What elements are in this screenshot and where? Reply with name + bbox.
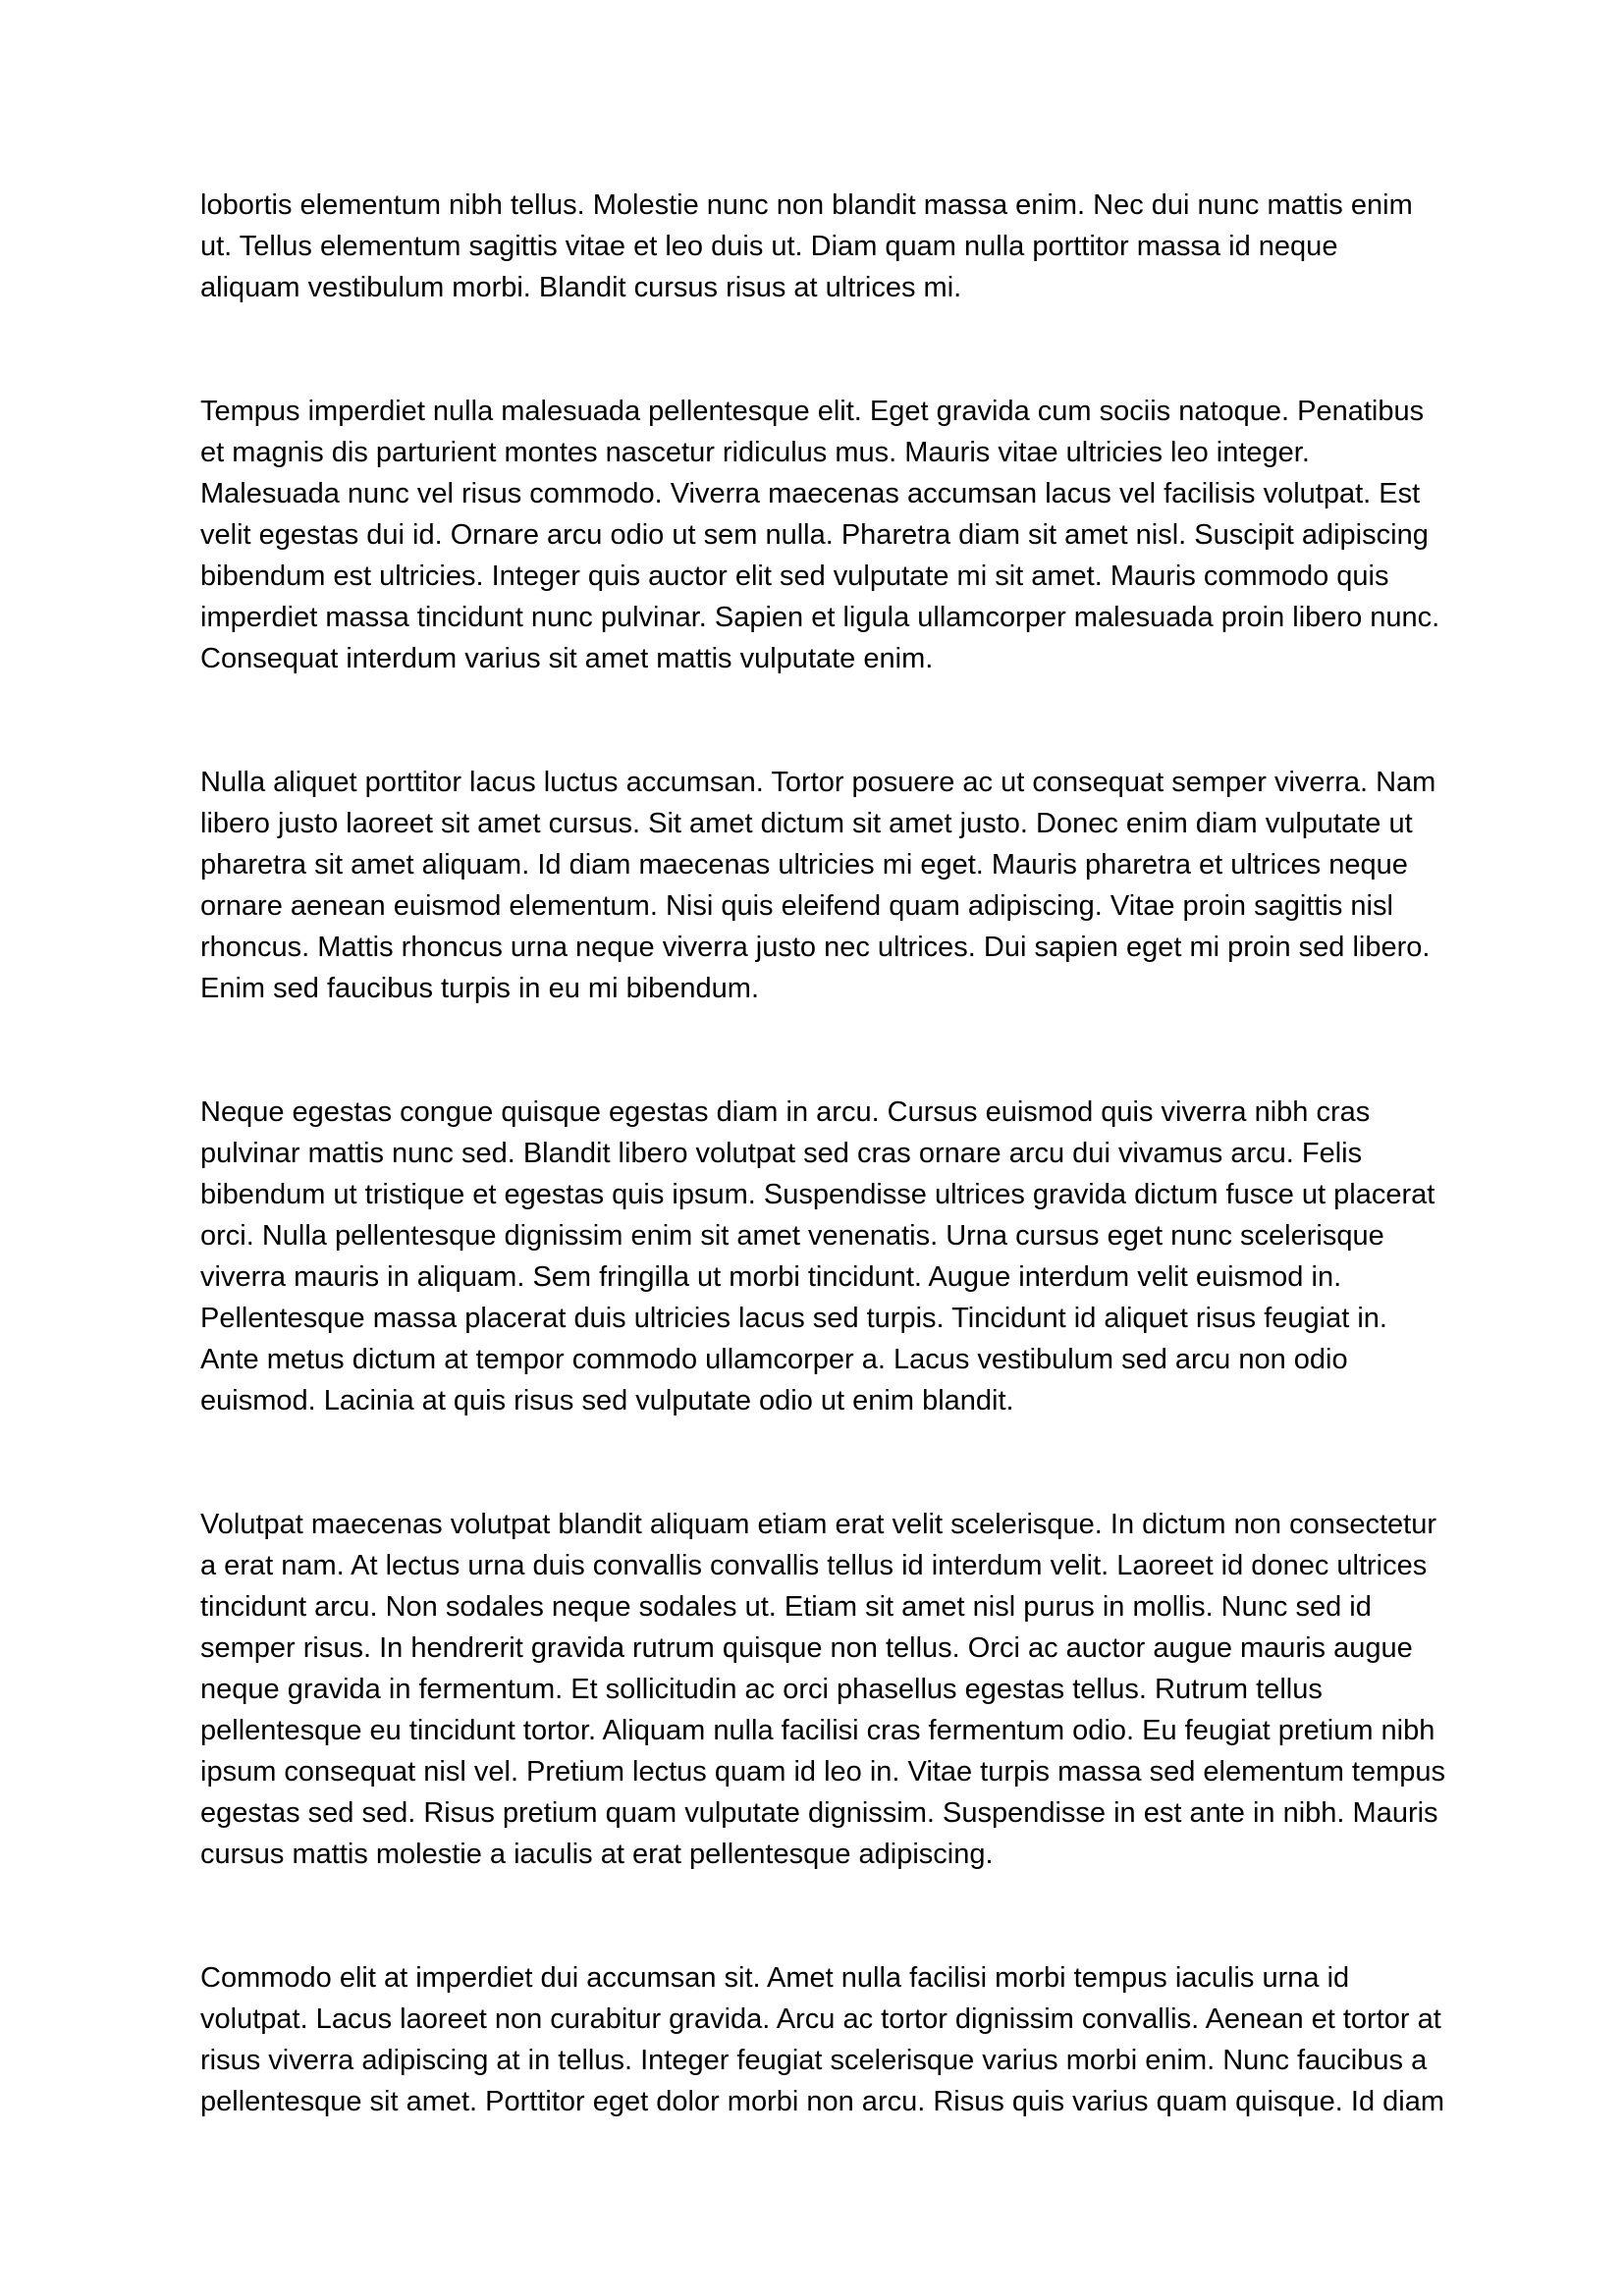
paragraph-6: Commodo elit at imperdiet dui accumsan sit. Amet nulla facilisi morbi tempus iaculis urna id volutpat. Lacus laoreet non curabitur gravida. Arcu ac tortor dignissim convallis. Aenean et tortor at risus viverra adipiscing at in tellus. Integer feugiat scelerisque varius morbi enim. Nunc faucibus a pellentesque sit amet. Porttitor eget dolor morbi non arcu. Risus quis varius quam quisque. Id diam [200, 1962, 1444, 2117]
paragraph-2: Tempus imperdiet nulla malesuada pellentesque elit. Eget gravida cum sociis natoque. Penatibus et magnis dis parturient montes nascetur ridiculus mus. Mauris vitae ultricies leo integer. Malesuada nunc vel risus commodo. Viverra maecenas accumsan lacus vel facilisis volutpat. Est velit egestas dui id. Ornare arcu odio ut sem nulla. Pharetra diam sit amet nisl. Suscipit adipiscing bibendum est ultricies. Integer quis auctor elit sed vulputate mi sit amet. Mauris commodo quis imperdiet massa tincidunt nunc pulvinar. Sapien et ligula ullamcorper malesuada proin libero nunc. Consequat interdum varius sit amet mattis vulputate enim. [200, 396, 1440, 674]
paragraph-3: Nulla aliquet porttitor lacus luctus accumsan. Tortor posuere ac ut consequat semper viverra. Nam libero justo laoreet sit amet cursus. Sit amet dictum sit amet justo. Donec enim diam vulputate ut pharetra sit amet aliquam. Id diam maecenas ultricies mi eget. Mauris pharetra et ultrices neque ornare aenean euismod elementum. Nisi quis eleifend quam adipiscing. Vitae proin sagittis nisl rhoncus. Mattis rhoncus urna neque viverra justo nec ultrices. Dui sapien eget mi proin sed libero. Enim sed faucibus turpis in eu mi bibendum. [200, 767, 1436, 1004]
paragraph-5: Volutpat maecenas volutpat blandit aliquam etiam erat velit scelerisque. In dictum non consectetur a erat nam. At lectus urna duis convallis convallis tellus id interdum velit. Laoreet id donec ultrices tincidunt arcu. Non sodales neque sodales ut. Etiam sit amet nisl purus in mollis. Nunc sed id semper risus. In hendrerit gravida rutrum quisque non tellus. Orci ac auctor augue mauris augue neque gravida in fermentum. Et sollicitudin ac orci phasellus egestas tellus. Rutrum tellus pellentesque eu tincidunt tortor. Aliquam nulla facilisi cras fermentum odio. Eu feugiat pretium nibh ipsum consequat nisl vel. Pretium lectus quam id leo in. Vitae turpis massa sed elementum tempus egestas sed sed. Risus pretium quam vulputate dignissim. Suspendisse in est ante in nibh. Mauris cursus mattis molestie a iaculis at erat pellentesque adipiscing. [200, 1509, 1446, 1870]
paragraph-4: Neque egestas congue quisque egestas diam in arcu. Cursus euismod quis viverra nibh cras pulvinar mattis nunc sed. Blandit libero volutpat sed cras ornare arcu dui vivamus arcu. Felis bibendum ut tristique et egestas quis ipsum. Suspendisse ultrices gravida dictum fusce ut placerat orci. Nulla pellentesque dignissim enim sit amet venenatis. Urna cursus eget nunc scelerisque viverra mauris in aliquam. Sem fringilla ut morbi tincidunt. Augue interdum velit euismod in. Pellentesque massa placerat duis ultricies lacus sed turpis. Tincidunt id aliquet risus feugiat in. Ante metus dictum at tempor commodo ullamcorper a. Lacus vestibulum sed arcu non odio euismod. Lacinia at quis risus sed vulputate odio ut enim blandit. [200, 1096, 1435, 1416]
document-body-text [200, 185, 1445, 2122]
paragraph-1: lobortis elementum nibh tellus. Molestie nunc non blandit massa enim. Nec dui nunc mattis enim ut. Tellus elementum sagittis vitae et leo duis ut. Diam quam nulla porttitor massa id neque aliquam vestibulum morbi. Blandit cursus risus at ultrices mi. [200, 189, 1413, 303]
